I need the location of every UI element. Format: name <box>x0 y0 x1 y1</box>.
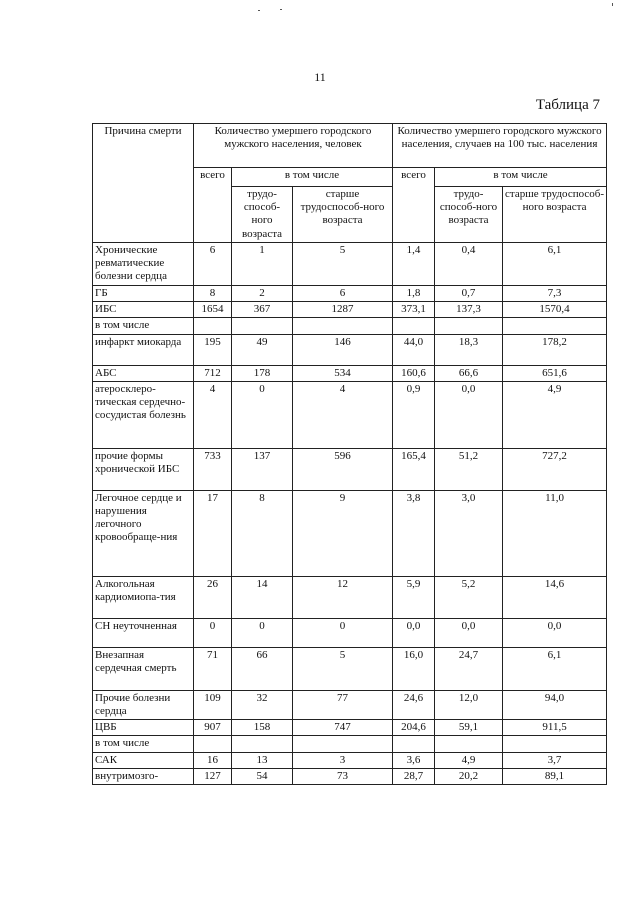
cell-count-total: 712 <box>194 365 232 381</box>
cell-count-working-age: 2 <box>232 286 293 302</box>
cell-cause: Хронические ревматические болезни сердца <box>93 243 194 286</box>
table-row <box>93 286 607 302</box>
table-title: Таблица 7 <box>535 97 600 113</box>
cell-empty <box>393 736 435 752</box>
header-rate-over-working-age: старше трудоспособ-ного возраста <box>503 187 607 243</box>
cell-rate-working-age: 137,3 <box>435 302 503 318</box>
cell-empty <box>293 318 393 334</box>
cell-empty <box>503 318 607 334</box>
cell-count-over-working-age: 6 <box>293 286 393 302</box>
cell-count-total: 109 <box>194 690 232 719</box>
cell-count-working-age: 49 <box>232 334 293 365</box>
table-row <box>93 334 607 365</box>
table-row <box>93 448 607 490</box>
cell-rate-over-working-age: 94,0 <box>503 690 607 719</box>
table-row <box>93 381 607 448</box>
cell-count-total: 1654 <box>194 302 232 318</box>
table-row <box>93 302 607 318</box>
cell-empty <box>435 318 503 334</box>
header-rate-group: Количество умершего городского мужского населения, случаев на 100 тыс. населения <box>393 124 607 168</box>
scan-speck <box>612 3 613 6</box>
cell-count-over-working-age: 146 <box>293 334 393 365</box>
cell-cause: САК <box>93 752 194 768</box>
cell-count-over-working-age: 747 <box>293 720 393 736</box>
table-row <box>93 490 607 576</box>
cell-count-over-working-age: 73 <box>293 768 393 784</box>
table-row <box>93 736 607 752</box>
cell-count-total: 4 <box>194 381 232 448</box>
cell-cause: Легочное сердце и нарушения легочного кровообраще-ния <box>93 490 194 576</box>
cell-rate-over-working-age: 6,1 <box>503 647 607 690</box>
header-cause: Причина смерти <box>93 124 194 243</box>
scan-speck <box>280 9 282 10</box>
cell-rate-over-working-age: 911,5 <box>503 720 607 736</box>
cell-rate-over-working-age: 651,6 <box>503 365 607 381</box>
cell-rate-over-working-age: 1570,4 <box>503 302 607 318</box>
table-row <box>93 752 607 768</box>
page-number: 11 <box>314 70 326 84</box>
cell-rate-working-age: 4,9 <box>435 752 503 768</box>
cell-count-over-working-age: 5 <box>293 647 393 690</box>
cell-rate-over-working-age: 0,0 <box>503 618 607 647</box>
cell-rate-total: 5,9 <box>393 576 435 618</box>
cell-count-total: 0 <box>194 618 232 647</box>
cell-count-total: 17 <box>194 490 232 576</box>
cell-rate-over-working-age: 178,2 <box>503 334 607 365</box>
cell-rate-total: 24,6 <box>393 690 435 719</box>
cell-rate-total: 3,8 <box>393 490 435 576</box>
table-row <box>93 243 607 286</box>
cell-rate-working-age: 66,6 <box>435 365 503 381</box>
cell-cause: атеросклеро-тическая сердечно-сосудистая болезнь <box>93 381 194 448</box>
cell-count-total: 6 <box>194 243 232 286</box>
cell-rate-working-age: 5,2 <box>435 576 503 618</box>
header-rate-working-age: трудо-способ-ного возраста <box>435 187 503 243</box>
cell-cause: ЦВБ <box>93 720 194 736</box>
cell-rate-working-age: 20,2 <box>435 768 503 784</box>
cell-count-total: 733 <box>194 448 232 490</box>
cell-count-working-age: 14 <box>232 576 293 618</box>
cell-empty <box>503 736 607 752</box>
cell-rate-working-age: 24,7 <box>435 647 503 690</box>
cell-count-over-working-age: 5 <box>293 243 393 286</box>
cell-rate-total: 28,7 <box>393 768 435 784</box>
cell-cause: прочие формы хронической ИБС <box>93 448 194 490</box>
cell-count-total: 26 <box>194 576 232 618</box>
scan-speck <box>258 10 260 11</box>
cell-rate-over-working-age: 7,3 <box>503 286 607 302</box>
cell-rate-total: 204,6 <box>393 720 435 736</box>
cell-count-total: 71 <box>194 647 232 690</box>
cell-rate-over-working-age: 89,1 <box>503 768 607 784</box>
header-count-working-age: трудо-способ-ного возраста <box>232 187 293 243</box>
cell-rate-over-working-age: 727,2 <box>503 448 607 490</box>
cell-count-over-working-age: 4 <box>293 381 393 448</box>
cell-count-working-age: 13 <box>232 752 293 768</box>
cell-cause: Прочие болезни сердца <box>93 690 194 719</box>
table-row <box>93 768 607 784</box>
cell-empty <box>194 736 232 752</box>
header-count-group: Количество умершего городского мужского населения, человек <box>194 124 393 168</box>
cell-count-working-age: 1 <box>232 243 293 286</box>
cell-rate-working-age: 0,0 <box>435 618 503 647</box>
cell-count-over-working-age: 1287 <box>293 302 393 318</box>
cell-count-working-age: 137 <box>232 448 293 490</box>
cell-rate-over-working-age: 3,7 <box>503 752 607 768</box>
cell-rate-working-age: 18,3 <box>435 334 503 365</box>
cell-rate-total: 165,4 <box>393 448 435 490</box>
header-count-including: в том числе <box>232 168 393 187</box>
cell-rate-working-age: 3,0 <box>435 490 503 576</box>
cell-count-over-working-age: 3 <box>293 752 393 768</box>
cell-empty <box>194 318 232 334</box>
cell-count-working-age: 66 <box>232 647 293 690</box>
cell-count-over-working-age: 0 <box>293 618 393 647</box>
cell-rate-working-age: 0,0 <box>435 381 503 448</box>
cell-rate-total: 44,0 <box>393 334 435 365</box>
cell-empty <box>232 318 293 334</box>
cell-cause: инфаркт миокарда <box>93 334 194 365</box>
cell-rate-working-age: 0,7 <box>435 286 503 302</box>
cell-rate-total: 160,6 <box>393 365 435 381</box>
mortality-table <box>92 123 607 785</box>
table-row <box>93 576 607 618</box>
cell-rate-over-working-age: 14,6 <box>503 576 607 618</box>
header-count-over-working-age: старше трудоспособ-ного возраста <box>293 187 393 243</box>
table-row <box>93 690 607 719</box>
cell-count-working-age: 178 <box>232 365 293 381</box>
cell-count-over-working-age: 9 <box>293 490 393 576</box>
cell-count-total: 127 <box>194 768 232 784</box>
cell-rate-total: 0,9 <box>393 381 435 448</box>
cell-rate-total: 0,0 <box>393 618 435 647</box>
table-row <box>93 618 607 647</box>
cell-rate-working-age: 0,4 <box>435 243 503 286</box>
cell-cause: внутримозго- <box>93 768 194 784</box>
cell-including-label: в том числе <box>93 318 194 334</box>
cell-rate-working-age: 51,2 <box>435 448 503 490</box>
cell-empty <box>232 736 293 752</box>
cell-cause: АБС <box>93 365 194 381</box>
cell-empty <box>393 318 435 334</box>
cell-count-total: 8 <box>194 286 232 302</box>
cell-rate-over-working-age: 4,9 <box>503 381 607 448</box>
cell-count-working-age: 158 <box>232 720 293 736</box>
cell-cause: СН неуточненная <box>93 618 194 647</box>
cell-count-working-age: 367 <box>232 302 293 318</box>
header-rate-including: в том числе <box>435 168 607 187</box>
cell-count-working-age: 32 <box>232 690 293 719</box>
header-rate-total: всего <box>393 168 435 243</box>
table-row <box>93 647 607 690</box>
cell-cause: ИБС <box>93 302 194 318</box>
table-body <box>93 243 607 785</box>
cell-cause: ГБ <box>93 286 194 302</box>
table-row <box>93 720 607 736</box>
table-row <box>93 365 607 381</box>
cell-empty <box>435 736 503 752</box>
cell-count-total: 195 <box>194 334 232 365</box>
cell-count-working-age: 8 <box>232 490 293 576</box>
header-count-total: всего <box>194 168 232 243</box>
cell-rate-total: 16,0 <box>393 647 435 690</box>
cell-empty <box>293 736 393 752</box>
cell-cause: Внезапная сердечная смерть <box>93 647 194 690</box>
cell-count-over-working-age: 12 <box>293 576 393 618</box>
cell-rate-working-age: 12,0 <box>435 690 503 719</box>
cell-rate-working-age: 59,1 <box>435 720 503 736</box>
cell-count-working-age: 54 <box>232 768 293 784</box>
cell-including-label: в том числе <box>93 736 194 752</box>
cell-rate-over-working-age: 11,0 <box>503 490 607 576</box>
cell-rate-total: 1,8 <box>393 286 435 302</box>
cell-count-over-working-age: 596 <box>293 448 393 490</box>
cell-cause: Алкогольная кардиомиопа-тия <box>93 576 194 618</box>
cell-rate-total: 3,6 <box>393 752 435 768</box>
cell-count-over-working-age: 77 <box>293 690 393 719</box>
cell-rate-total: 373,1 <box>393 302 435 318</box>
cell-count-total: 907 <box>194 720 232 736</box>
table-row <box>93 318 607 334</box>
cell-rate-over-working-age: 6,1 <box>503 243 607 286</box>
cell-count-total: 16 <box>194 752 232 768</box>
cell-rate-total: 1,4 <box>393 243 435 286</box>
cell-count-working-age: 0 <box>232 618 293 647</box>
cell-count-over-working-age: 534 <box>293 365 393 381</box>
cell-count-working-age: 0 <box>232 381 293 448</box>
